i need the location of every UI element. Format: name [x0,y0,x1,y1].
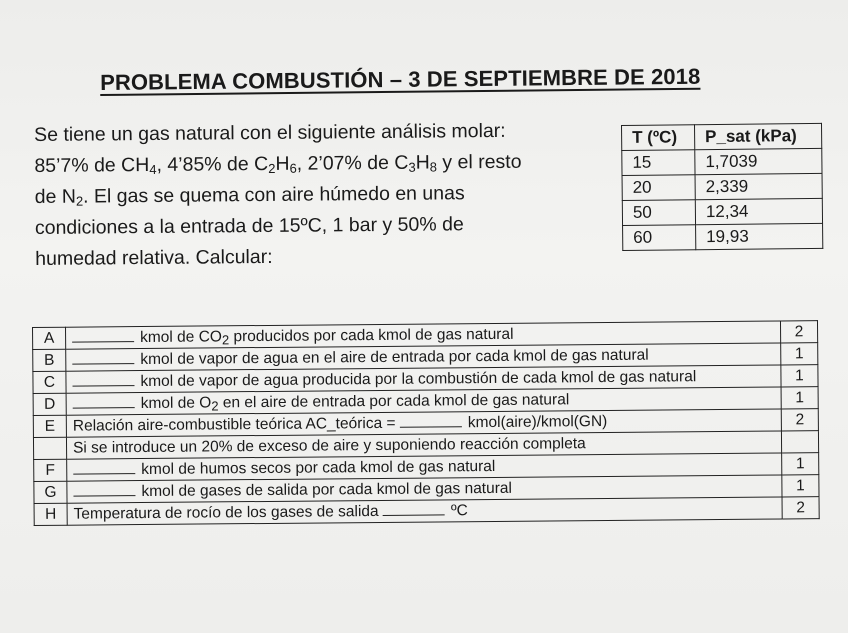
psat-p-cell: 19,93 [696,223,823,249]
question-points: 2 [781,409,818,431]
question-points: 1 [781,365,818,387]
statement-line-4: condiciones a la entrada de 15ºC, 1 bar y 50% de [34,213,464,239]
table-row [622,173,822,200]
answer-blank[interactable] [73,461,135,475]
page-title: PROBLEMA COMBUSTIÓN – 3 DE SEPTIEMBRE DE 2018 [100,63,701,95]
psat-t-cell: 50 [622,200,695,226]
psat-table [621,123,823,251]
psat-p-cell: 12,34 [695,198,822,224]
statement-line-2 [34,146,614,182]
psat-t-cell: 60 [623,225,696,251]
answer-blank[interactable] [73,395,135,409]
condition-note: Si se introduce un 20% de exceso de aire y suponiendo reacción completa [66,431,781,459]
question-points: 1 [782,453,819,475]
table-row [623,223,823,250]
subscript: 2 [211,397,219,413]
psat-header-row [622,123,822,150]
psat-header-t: T (ºC) [622,125,695,151]
text-segment: kmol de humos secos por cada kmol de gas natural [141,457,496,478]
text-segment: kmol(aire)/kmol(GN) [467,412,608,431]
answer-blank[interactable] [72,373,134,387]
question-letter: F [34,459,67,481]
question-letter: A [33,327,66,349]
statement-line-5: humedad relativa. Calcular: [35,245,273,270]
text-segment: H [275,152,290,175]
psat-header-p: P_sat (kPa) [695,123,822,149]
problem-statement [34,115,615,275]
text-segment: de N [34,185,76,208]
subscript: 3 [408,159,416,175]
question-points: 1 [781,387,818,409]
text-segment: kmol de vapor de agua en el aire de entrada por cada kmol de gas natural [140,346,649,368]
text-segment: kmol de CO [140,327,223,346]
question-letter: G [34,481,67,503]
subscript: 2 [268,160,276,176]
answer-blank[interactable] [400,414,462,428]
statement-line-3 [35,177,615,213]
table-row [622,198,822,225]
subscript: 2 [221,331,230,347]
text-segment: kmol de vapor de agua producida por la combustión de cada kmol de gas natural [140,367,697,390]
subscript: 8 [429,159,438,175]
question-letter: B [33,349,66,371]
text-segment: . El gas se quema con aire húmedo en unas [83,182,465,208]
psat-t-cell: 20 [622,175,695,201]
text-segment: H [415,151,430,174]
text-segment: 85’7% de CH [34,153,150,177]
questions-table [32,320,820,526]
empty-cell [33,437,66,459]
psat-t-cell: 15 [622,150,695,176]
answer-blank[interactable] [73,483,135,497]
text-segment: Relación aire-combustible teórica AC_teórica = [72,414,400,435]
subscript: 2 [75,193,84,209]
statement-line-1: Se tiene un gas natural con el siguiente análisis molar: [34,119,506,146]
text-segment: y el resto [436,150,522,174]
question-letter: H [34,503,67,525]
text-segment: en el aire de entrada por cada kmol de gas natural [218,390,570,411]
subscript: 4 [149,161,157,177]
table-row [622,148,822,175]
psat-p-cell: 1,7039 [695,148,822,174]
question-letter: D [33,393,66,415]
question-points: 2 [782,497,819,519]
answer-blank[interactable] [72,329,134,343]
text-segment: , 2’07% de C [296,151,409,175]
answer-blank[interactable] [383,502,445,516]
text-segment: kmol de O [140,393,212,412]
text-segment: Temperatura de rocío de los gases de salida [73,502,384,523]
question-points: 2 [780,321,817,343]
question-letter: E [33,415,66,437]
question-points: 1 [782,475,819,497]
text-segment: kmol de gases de salida por cada kmol de gas natural [141,479,512,500]
question-points: 1 [781,343,818,365]
text-segment: ºC [450,501,468,519]
question-letter: C [33,371,66,393]
subscript: 6 [289,160,297,176]
answer-blank[interactable] [72,351,134,365]
empty-cell [781,431,818,453]
psat-p-cell: 2,339 [695,173,822,199]
text-segment: , 4’85% de C [156,152,269,176]
text-segment: producidos por cada kmol de gas natural [229,325,514,345]
